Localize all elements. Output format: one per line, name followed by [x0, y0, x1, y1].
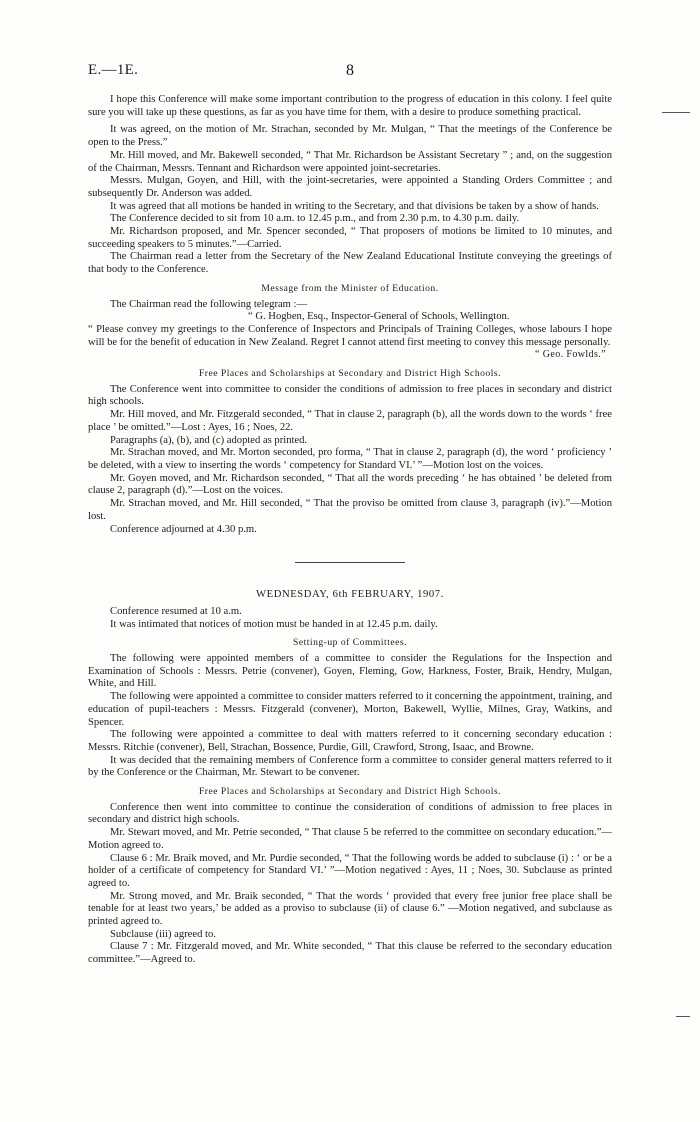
paragraph: Mr. Strong moved, and Mr. Braik seconded, “ That the words ‘ provided that every free junior free place shall be tenable for at least two years,’ be added as a proviso to subclause (ii) of clause 6.” —Motion negatived, and subclause as printed agreed to.	[88, 890, 612, 928]
telegram-body: “ Please convey my greetings to the Conference of Inspectors and Principals of Training Colleges, whose labours I hope will be for the benefit of education in New Zealand. Regret I cannot attend first meeting to convey this message personally.	[88, 323, 612, 348]
margin-mark	[676, 1016, 690, 1017]
paragraph: It was agreed that all motions be handed in writing to the Secretary, and that divisions be taken by a show of hands.	[110, 200, 599, 212]
paragraph: It was agreed, on the motion of Mr. Strachan, seconded by Mr. Mulgan, “ That the meetings of the Conference be open to the Press.”	[88, 124, 612, 149]
page-body	[88, 94, 612, 967]
paragraph: Mr. Stewart moved, and Mr. Petrie seconded, “ That clause 5 be referred to the committee on secondary education.”—Motion agreed to.	[88, 827, 612, 851]
paragraph: Conference adjourned at 4.30 p.m.	[110, 523, 257, 535]
paragraph: Paragraphs (a), (b), and (c) adopted as printed.	[110, 434, 308, 446]
paragraph: Mr. Hill moved, and Mr. Fitzgerald seconded, “ That in clause 2, paragraph (b), all the words down to the words ‘ free place ’ be omitted.”—Lost : Ayes, 16 ; Noes, 22.	[88, 409, 612, 433]
telegram-address: “ G. Hogben, Esq., Inspector-General of Schools, Wellington.	[248, 311, 510, 323]
paragraph: The Chairman read the following telegram :—	[110, 298, 308, 310]
section-heading: Free Places and Scholarships at Secondary and District High Schools.	[198, 368, 502, 380]
paragraph: The following were appointed members of a committee to consider the Regulations for the Inspection and Examination of Schools : Messrs. Petrie (convener), Goyen, Fleming, Gow, Harkness, Foster, Braik, Hendry, Mulgan, White, and Hill.	[88, 653, 612, 690]
margin-mark	[662, 112, 690, 113]
page-number: 8	[346, 62, 354, 79]
section-heading: Message from the Minister of Education.	[261, 282, 439, 294]
paragraph: It was decided that the remaining members of Conference form a committee to consider general matters referred to it by the Conference or the Chairman, Mr. Stewart to be convener.	[88, 754, 612, 779]
session-date: WEDNESDAY, 6th FEBRUARY, 1907.	[256, 589, 444, 601]
paragraph: Clause 7 : Mr. Fitzgerald moved, and Mr. White seconded, “ That this clause be referred to the secondary education committee.”—Agreed to.	[88, 941, 612, 966]
section-heading: Free Places and Scholarships at Secondary and District High Schools.	[198, 786, 502, 798]
paragraph: Clause 6 : Mr. Braik moved, and Mr. Purdie seconded, “ That the following words be added to subclause (i) : ‘ or be a holder of a certificate of competency for Standard VI.’ ”—Motion negatived : Ayes, 11 ; Noes, 30. Subclause as printed agreed to.	[88, 852, 612, 889]
paragraph: Conference resumed at 10 a.m.	[110, 605, 242, 617]
paragraph: Mr. Goyen moved, and Mr. Richardson seconded, “ That all the words preceding ‘ he has obtained ’ be deleted from clause 2, paragraph (d).”—Lost on the voices.	[88, 472, 612, 497]
section-heading: Setting-up of Committees.	[292, 637, 408, 649]
paragraph: Mr. Strachan moved, and Mr. Morton seconded, pro forma, “ That in clause 2, paragraph (d), the word ‘ proficiency ’ be deleted, with a view to inserting the words ‘ competency for Standard VI.’ ”—Motion lost on the voices.	[88, 447, 612, 471]
paragraph: It was intimated that notices of motion must be handed in at 12.45 p.m. daily.	[110, 618, 438, 630]
paragraph: Mr. Richardson proposed, and Mr. Spencer seconded, “ That proposers of motions be limited to 10 minutes, and succeeding speakers to 5 minutes.”—Carried.	[88, 226, 612, 250]
paragraph: Mr. Strachan moved, and Mr. Hill seconded, “ That the proviso be omitted from clause 3, paragraph (iv).”—Motion lost.	[88, 498, 612, 522]
paragraph: The Conference decided to sit from 10 a.m. to 12.45 p.m., and from 2.30 p.m. to 4.30 p.m. daily.	[110, 213, 520, 225]
paragraph: The Conference went into committee to consider the conditions of admission to free places in secondary and district high schools.	[88, 383, 612, 408]
report-code: E.—1E.	[88, 62, 139, 78]
paragraph: Mr. Hill moved, and Mr. Bakewell seconded, “ That Mr. Richardson be Assistant Secretary ” ; and, on the suggestion of the Chairman, Messrs. Tennant and Richardson were appointed joint-secretaries.	[88, 149, 612, 174]
section-divider	[295, 562, 405, 563]
paragraph: I hope this Conference will make some important contribution to the progress of education in this colony. I feel quite sure you will take up these questions, as far as you have time for them, with a desire to produce something practical.	[88, 94, 612, 118]
paragraph: The following were appointed a committee to consider matters referred to it concerning the appointment, training, and education of pupil-teachers : Messrs. Fitzgerald (convener), Morton, Bakewell, Wyllie, Milnes, Gray, Watkins, and Spencer.	[88, 691, 612, 728]
paragraph: The following were appointed a committee to deal with matters referred to it concerning secondary education : Messrs. Ritchie (convener), Bell, Strachan, Bossence, Purdie, Gill, Crawford, Strong, Isaac, and Browne.	[88, 729, 612, 753]
paragraph: Messrs. Mulgan, Goyen, and Hill, with the joint-secretaries, were appointed a Standing Orders Committee ; and subsequently Dr. Anderson was added.	[88, 175, 612, 199]
paragraph: Conference then went into committee to continue the consideration of conditions of admission to free places in secondary and district high schools.	[88, 801, 612, 826]
paragraph: Subclause (iii) agreed to.	[110, 928, 216, 940]
telegram-signature: “ Geo. Fowlds.”	[535, 349, 606, 361]
paragraph: The Chairman read a letter from the Secretary of the New Zealand Educational Institute conveying the greetings of that body to the Conference.	[88, 251, 612, 276]
